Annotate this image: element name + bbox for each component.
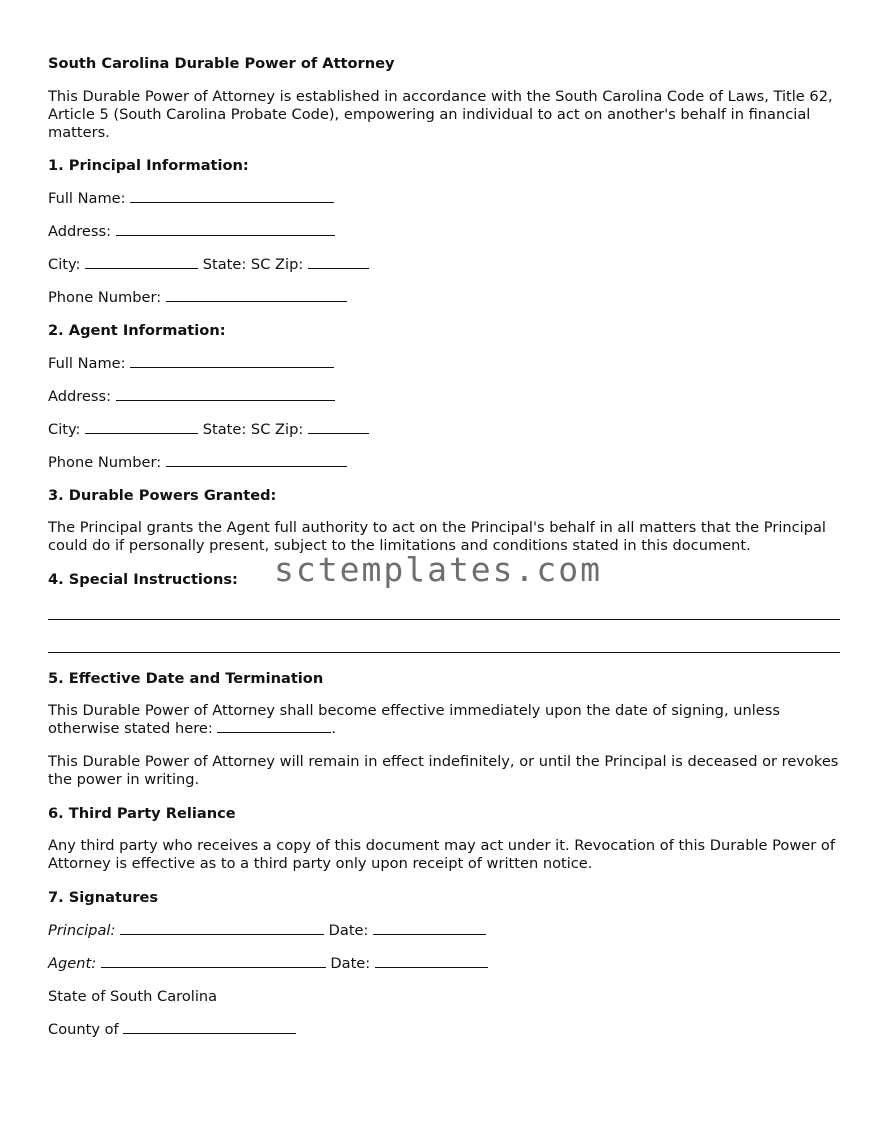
county-field[interactable]	[123, 1021, 296, 1034]
principal-zip-field[interactable]	[308, 256, 369, 269]
effective-date-field[interactable]	[217, 720, 331, 733]
agent-signature-row	[48, 954, 840, 973]
principal-city-label: City:	[48, 256, 81, 273]
principal-state-label: State: SC Zip:	[202, 256, 304, 273]
document-title: South Carolina Durable Power of Attorney	[48, 55, 395, 72]
agent-address-label: Address:	[48, 388, 112, 405]
principal-heading: 1. Principal Information:	[48, 157, 249, 174]
intro-paragraph: This Durable Power of Attorney is established in accordance with the South Carolina Code of Laws, Title 62, Article 5 (South Carolina Probate Code), empowering an individual to act on another's behalf in financial matters.	[48, 88, 833, 141]
instructions-line-1[interactable]	[48, 619, 840, 620]
principal-signature-row	[48, 921, 840, 940]
agent-phone-row	[48, 453, 840, 472]
powers-paragraph: The Principal grants the Agent full authority to act on the Principal's behalf in all matters that the Principal could do if personally present, subject to the limitations and conditions stated in this document.	[48, 519, 826, 554]
powers-heading: 3. Durable Powers Granted:	[48, 487, 277, 504]
reliance-paragraph: Any third party who receives a copy of this document may act under it. Revocation of this Durable Power of Attorney is effective as to a third party only upon receipt of written notice.	[48, 837, 835, 872]
agent-phone-label: Phone Number:	[48, 454, 162, 471]
agent-signature-field[interactable]	[101, 955, 326, 968]
principal-name-row	[48, 189, 840, 208]
agent-city-label: City:	[48, 421, 81, 438]
principal-phone-label: Phone Number:	[48, 289, 162, 306]
effective-text: This Durable Power of Attorney shall become effective immediately upon the date of signing, unless otherwise stated here:	[48, 702, 780, 737]
principal-signature-field[interactable]	[120, 922, 324, 935]
principal-address-row	[48, 222, 840, 241]
agent-heading: 2. Agent Information:	[48, 322, 226, 339]
agent-city-row	[48, 420, 840, 439]
agent-city-field[interactable]	[85, 421, 198, 434]
effective-paragraph-2: This Durable Power of Attorney will remain in effect indefinitely, or until the Principal is deceased or revokes the power in writing.	[48, 753, 839, 788]
agent-address-field[interactable]	[116, 388, 335, 401]
principal-name-field[interactable]	[130, 190, 334, 203]
instructions-line-2[interactable]	[48, 652, 840, 653]
watermark: sctemplates.com	[274, 550, 603, 589]
principal-city-row	[48, 255, 840, 274]
principal-city-field[interactable]	[85, 256, 198, 269]
agent-address-row	[48, 387, 840, 406]
effective-heading: 5. Effective Date and Termination	[48, 670, 324, 687]
agent-name-row	[48, 354, 840, 373]
principal-date-field[interactable]	[373, 922, 486, 935]
effective-paragraph-1	[48, 702, 840, 738]
effective-period: .	[331, 720, 337, 737]
agent-date-label: Date:	[330, 955, 371, 972]
reliance-heading: 6. Third Party Reliance	[48, 805, 236, 822]
principal-address-label: Address:	[48, 223, 112, 240]
principal-date-label: Date:	[328, 922, 369, 939]
agent-name-field[interactable]	[130, 355, 334, 368]
principal-phone-field[interactable]	[166, 289, 347, 302]
signatures-heading: 7. Signatures	[48, 889, 159, 906]
county-row	[48, 1020, 840, 1039]
principal-address-field[interactable]	[116, 223, 335, 236]
instructions-heading: 4. Special Instructions:	[48, 571, 238, 588]
principal-phone-row	[48, 288, 840, 307]
agent-zip-field[interactable]	[308, 421, 369, 434]
principal-signature-label: Principal:	[48, 922, 116, 939]
agent-phone-field[interactable]	[166, 454, 347, 467]
state-line: State of South Carolina	[48, 988, 218, 1005]
county-label: County of	[48, 1021, 119, 1038]
agent-name-label: Full Name:	[48, 355, 126, 372]
agent-state-label: State: SC Zip:	[202, 421, 304, 438]
agent-date-field[interactable]	[375, 955, 488, 968]
principal-name-label: Full Name:	[48, 190, 126, 207]
agent-signature-label: Agent:	[48, 955, 97, 972]
